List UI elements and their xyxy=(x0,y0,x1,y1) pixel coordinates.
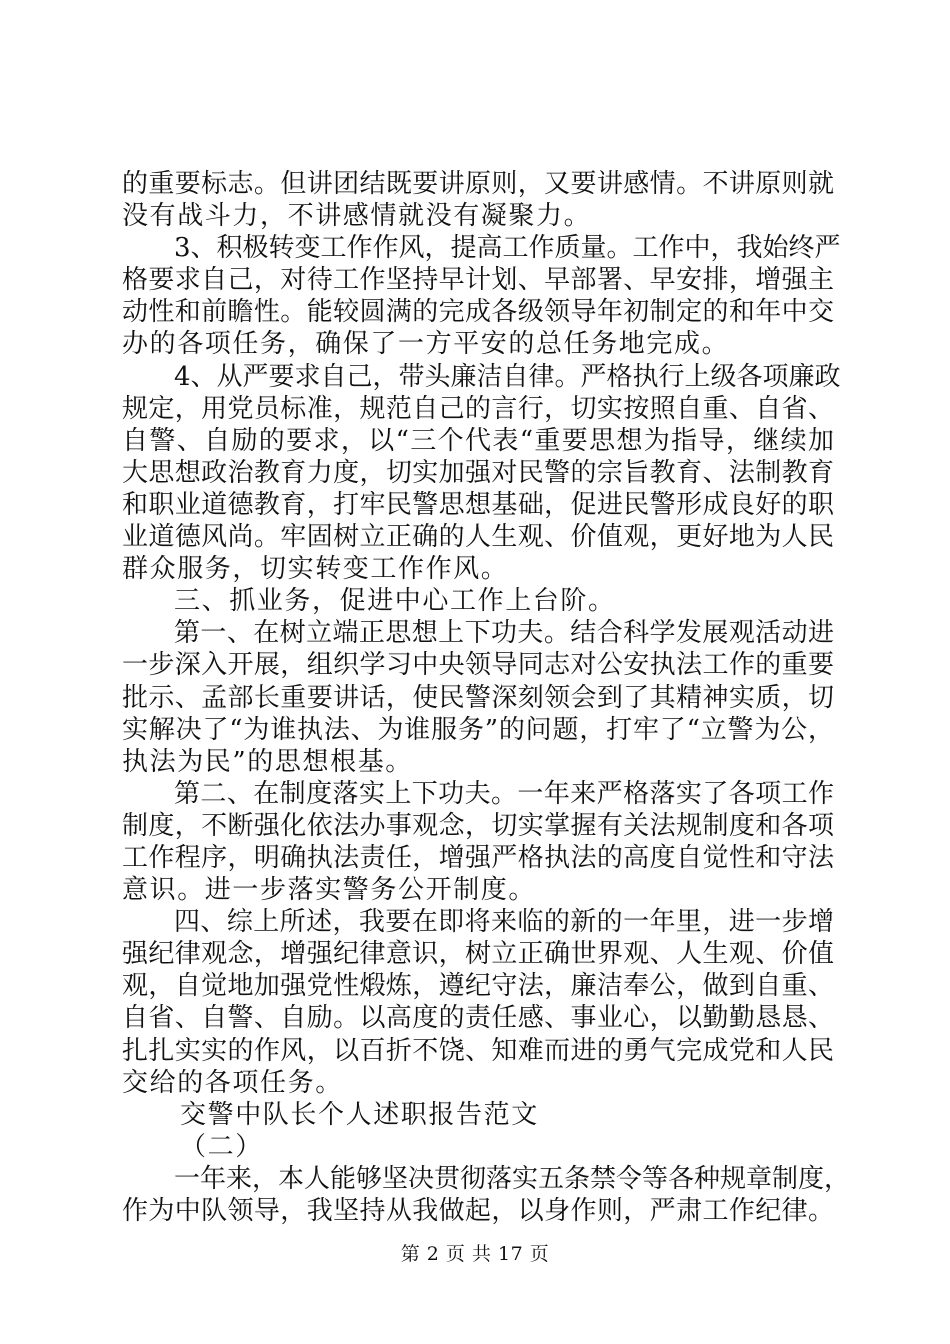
text-line: 意识。进一步落实警务公开制度。 xyxy=(122,875,537,906)
text-line: 动性和前瞻性。能较圆满的完成各级领导年初制定的和年中交 xyxy=(122,297,834,328)
text-line: 自省、自警、自励。以高度的责任感、事业心，以勤勤恳恳、 xyxy=(122,1003,834,1034)
page-footer: 第 2 页 共 17 页 xyxy=(400,1243,550,1265)
text-line: 交给的各项任务。 xyxy=(122,1067,343,1098)
text-line: 业道德风尚。牢固树立正确的人生观、价值观，更好地为人民 xyxy=(122,522,834,553)
text-line: 格要求自己，对待工作坚持早计划、早部署、早安排，增强主 xyxy=(122,265,834,296)
text-line: 群众服务，切实转变工作作风。 xyxy=(122,554,509,585)
text-line: 四、综上所述，我要在即将来临的新的一年里，进一步增 xyxy=(174,907,834,938)
text-line: 的重要标志。但讲团结既要讲原则，又要讲感情。不讲原则就 xyxy=(122,169,834,199)
text-line: 第一、在树立端正思想上下功夫。结合科学发展观活动进 xyxy=(174,618,834,649)
text-line: 办的各项任务，确保了一方平安的总任务地完成。 xyxy=(122,329,730,360)
text-line: 执法为民”的思想根基。 xyxy=(122,746,413,777)
text-line: 第二、在制度落实上下功夫。一年来严格落实了各项工作 xyxy=(174,778,834,809)
text-line: 大思想政治教育力度，切实加强对民警的宗旨教育、法制教育 xyxy=(122,457,834,488)
text-line: 工作程序，明确执法责任，增强严格执法的高度自觉性和守法 xyxy=(122,842,834,873)
text-line: 4、从严要求自己，带头廉洁自律。严格执行上级各项廉政 xyxy=(174,361,841,392)
document-body xyxy=(122,168,851,1227)
text-line: 一年来，本人能够坚决贯彻落实五条禁令等各种规章制度， xyxy=(174,1163,851,1194)
text-line: 和职业道德教育，打牢民警思想基础，促进民警形成良好的职 xyxy=(122,489,834,520)
text-line: 三、抓业务，促进中心工作上台阶。 xyxy=(174,586,616,617)
text-line: 作为中队领导，我坚持从我做起，以身作则，严肃工作纪律。 xyxy=(122,1196,834,1226)
text-line: 规定，用党员标准，规范自己的言行，切实按照自重、自省、 xyxy=(122,393,834,424)
text-line: 强纪律观念，增强纪律意识，树立正确世界观、人生观、价值 xyxy=(122,939,834,970)
text-line: 实解决了“为谁执法、为谁服务”的问题，打牢了“立警为公， xyxy=(122,714,834,745)
text-line: 一步深入开展，组织学习中央领导同志对公安执法工作的重要 xyxy=(122,650,834,681)
text-line: 自警、自励的要求，以“三个代表“重要思想为指导，继续加 xyxy=(122,425,834,456)
text-line: 交警中队长个人述职报告范文 xyxy=(180,1099,539,1130)
text-line: 没有战斗力，不讲感情就没有凝聚力。 xyxy=(122,201,592,232)
text-line: （二） xyxy=(180,1131,263,1162)
text-line: 观，自觉地加强党性煅炼，遵纪守法，廉洁奉公，做到自重、 xyxy=(122,971,834,1002)
text-line: 扎扎实实的作风，以百折不饶、知难而进的勇气完成党和人民 xyxy=(122,1035,834,1066)
text-line: 批示、孟部长重要讲话，使民警深刻领会到了其精神实质，切 xyxy=(122,682,834,713)
text-line: 3、积极转变工作作风，提高工作质量。工作中，我始终严 xyxy=(174,233,841,264)
text-line: 制度，不断强化依法办事观念，切实掌握有关法规制度和各项 xyxy=(122,810,834,841)
